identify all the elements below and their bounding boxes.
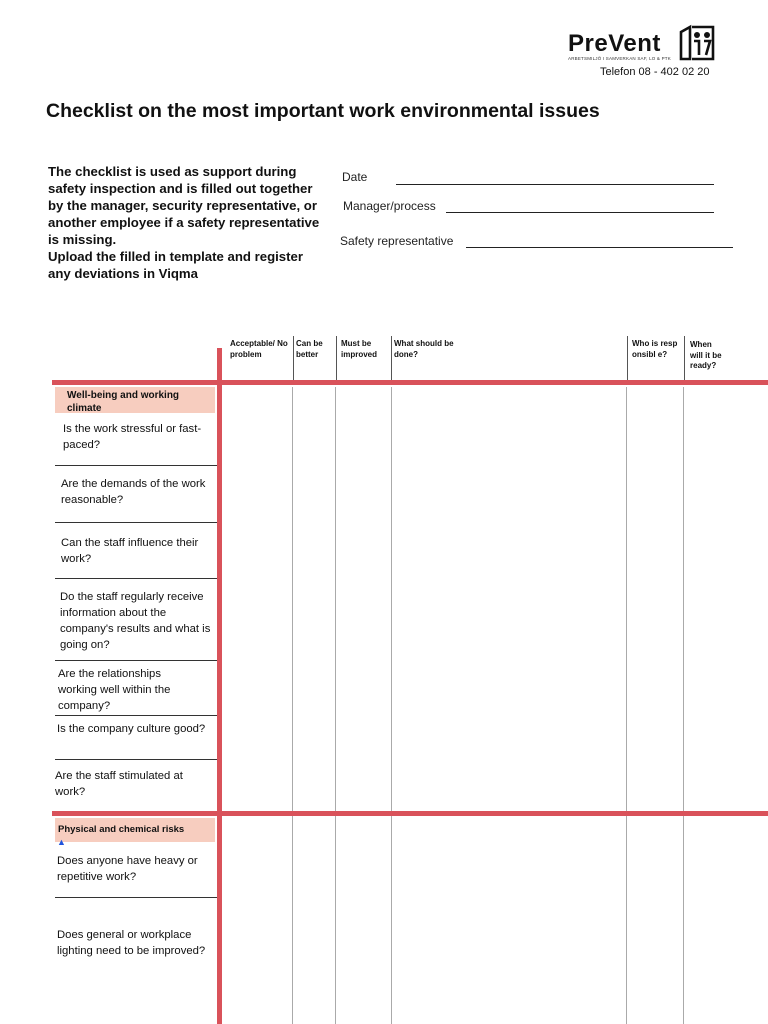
col-what-should: What should be done? xyxy=(394,339,454,359)
logo-wordmark: PreVent xyxy=(568,30,661,57)
section-label-physical: Physical and chemical risks xyxy=(58,824,185,835)
row-divider xyxy=(55,660,217,661)
intro-paragraph-1: The checklist is used as support during safety inspection and is filled out together by the manager, security representative, or another employee if a safety representative is missing. xyxy=(48,164,320,247)
question-item: Are the staff stimulated at work? xyxy=(55,770,183,798)
grid-column-line xyxy=(335,387,336,1024)
anchor-marker-icon: ▲ xyxy=(57,837,66,847)
row-divider xyxy=(55,897,217,898)
phone-number: Telefon 08 - 402 02 20 xyxy=(600,66,710,78)
question-item: Does anyone have heavy or repetitive work? xyxy=(57,855,198,883)
prevent-logo-icon xyxy=(678,24,716,62)
header-divider xyxy=(391,336,392,381)
section-divider-wellbeing xyxy=(52,380,768,385)
question-item: Are the demands of the work reasonable? xyxy=(61,478,206,506)
row-divider xyxy=(55,522,217,523)
header-divider xyxy=(336,336,337,381)
manager-label: Manager/process xyxy=(343,199,436,213)
question-item: Is the company culture good? xyxy=(57,723,206,735)
row-divider xyxy=(55,715,217,716)
table-red-divider-vertical xyxy=(217,348,222,1024)
grid-column-line xyxy=(292,387,293,1024)
date-field[interactable] xyxy=(396,184,714,185)
question-item: Do the staff regularly receive information about the company's results and what is going on? xyxy=(60,591,211,651)
page-title: Checklist on the most important work environmental issues xyxy=(46,100,600,122)
grid-column-line xyxy=(683,387,684,1024)
logo-subtitle: ARBETSMILJÖ I SAMVERKAN SAF, LO & PTK xyxy=(568,56,671,61)
section-label-wellbeing: Well-being and working climate xyxy=(67,390,180,414)
row-divider xyxy=(55,759,217,760)
question-item: Is the work stressful or fast-paced? xyxy=(63,423,202,451)
col-who-responsible: Who is responsibl e? xyxy=(632,339,678,359)
safety-rep-label: Safety representative xyxy=(340,234,454,248)
manager-field[interactable] xyxy=(446,212,714,213)
col-when-ready: When will it be ready? xyxy=(690,340,722,370)
row-divider xyxy=(55,465,217,466)
date-label: Date xyxy=(342,170,368,184)
section-divider-physical xyxy=(52,811,768,816)
header-divider xyxy=(684,336,685,381)
section-header-physical xyxy=(55,818,215,842)
grid-column-line xyxy=(626,387,627,1024)
row-divider xyxy=(55,578,217,579)
question-item: Does general or workplace lighting need to be improved? xyxy=(57,929,206,957)
header-divider xyxy=(293,336,294,381)
header-divider xyxy=(627,336,628,381)
question-item: Are the relationships working well within the company? xyxy=(58,668,171,712)
question-item: Can the staff influence their work? xyxy=(61,537,199,565)
intro-text xyxy=(48,163,323,282)
safety-rep-field[interactable] xyxy=(466,247,733,248)
grid-column-line xyxy=(391,387,392,1024)
col-can-be-better: Can be better xyxy=(296,339,323,359)
col-acceptable: Acceptable/ No problem xyxy=(230,339,288,359)
col-must-be-improved: Must be improved xyxy=(341,339,378,359)
intro-paragraph-2: Upload the filled in template and register any deviations in Viqma xyxy=(48,249,303,281)
section-header-wellbeing xyxy=(55,387,215,413)
